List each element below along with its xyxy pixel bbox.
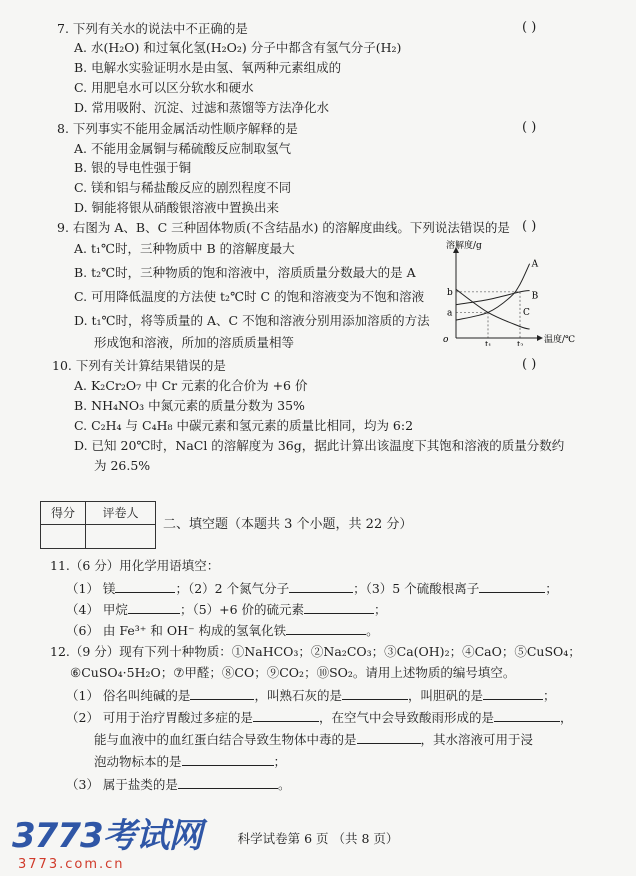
q11-blank-3[interactable]	[479, 579, 545, 593]
solubility-chart	[440, 238, 590, 346]
series-label-c: C	[523, 307, 530, 318]
q9-option-c: C. 可用降低温度的方法使 t₂℃时 C 的饱和溶液变为不饱和溶液	[74, 289, 425, 304]
q10-option-d-cont: 为 26.5%	[94, 458, 151, 473]
origin-label: o	[443, 335, 449, 345]
q7-option-a: A. 水(H₂O) 和过氧化氢(H₂O₂) 分子中都含有氢气分子(H₂)	[74, 40, 402, 55]
q8-option-d: D. 铜能将银从硝酸银溶液中置换出来	[74, 200, 280, 215]
q12-blank-5[interactable]	[494, 708, 560, 722]
score-header: 得分	[41, 502, 85, 525]
q12-blank-2[interactable]	[342, 686, 408, 700]
q12-stem: 12.（9 分）现有下列十种物质：①NaHCO₃；②Na₂CO₃；③Ca(OH)₂；④CaO；⑤CuSO₄；	[50, 644, 581, 659]
q12-blank-3[interactable]	[483, 686, 543, 700]
q10-option-a: A. K₂Cr₂O₇ 中 Cr 元素的化合价为 +6 价	[74, 378, 308, 393]
q12-line5: （3） 属于盐类的是 。	[66, 777, 291, 792]
q7-option-c: C. 用肥皂水可以区分软水和硬水	[74, 80, 254, 95]
q8-option-a: A. 不能用金属铜与稀硫酸反应制取氢气	[74, 141, 291, 156]
page-footer: 科学试卷第 6 页 （共 8 页）	[237, 831, 399, 846]
q9-stem: 9. 右图为 A、B、C 三种固体物质(不含结晶水) 的溶解度曲线。下列说法错误的是	[57, 220, 510, 235]
q10-stem: 10. 下列有关计算结果错误的是	[52, 358, 226, 373]
q7-option-d: D. 常用吸附、沉淀、过滤和蒸馏等方法净化水	[74, 100, 330, 115]
y-tick-a: a	[447, 308, 453, 319]
logo-url: 3773.com.cn	[18, 857, 125, 872]
q11-blank-2[interactable]	[289, 579, 353, 593]
q9-option-d-cont: 形成饱和溶液，所加的溶质质量相等	[94, 335, 295, 350]
q12-blank-4[interactable]	[253, 708, 319, 722]
x-tick-t1: t₁	[485, 340, 492, 346]
score-table	[40, 501, 156, 549]
q11-line1: （1） 镁 ；（2）2 个氮气分子 ；（3）5 个硫酸根离子 ；	[66, 581, 558, 596]
q7-stem: 7. 下列有关水的说法中不正确的是	[57, 21, 248, 36]
x-axis-label: 温度/℃	[544, 335, 576, 345]
q9-answer-paren[interactable]: ( )	[522, 219, 537, 234]
logo-text: 3773考试网	[12, 816, 202, 856]
q9-option-b: B. t₂℃时，三种物质的饱和溶液中，溶质质量分数最大的是 A	[74, 265, 416, 280]
q11-line3: （6） 由 Fe³⁺ 和 OH⁻ 构成的氢氧化铁 。	[66, 623, 379, 638]
q7-option-b: B. 电解水实验证明水是由氢、氧两种元素组成的	[74, 60, 342, 75]
q10-option-b: B. NH₄NO₃ 中氮元素的质量分数为 35%	[74, 398, 305, 413]
y-tick-b: b	[447, 287, 453, 298]
site-logo	[12, 808, 202, 872]
q11-blank-5[interactable]	[304, 600, 374, 614]
q8-option-b: B. 银的导电性强于铜	[74, 160, 192, 175]
q9-option-d: D. t₁℃时，将等质量的 A、C 不饱和溶液分别用添加溶质的方法	[74, 313, 430, 328]
q12-blank-1[interactable]	[190, 686, 254, 700]
q12-line2: （2） 可用于治疗胃酸过多症的是 ，在空气中会导致酸雨形成的是 ，	[66, 710, 573, 725]
q11-blank-1[interactable]	[115, 579, 175, 593]
q12-stem-cont: ⑥CuSO₄·5H₂O；⑦甲醛；⑧CO；⑨CO₂；⑩SO₂。请用上述物质的编号填空。	[70, 665, 516, 680]
q12-blank-7[interactable]	[182, 752, 274, 766]
q12-blank-8[interactable]	[178, 775, 278, 789]
curve-c	[456, 289, 530, 329]
q12-line4: 泡动物标本的是 ；	[94, 754, 287, 769]
q11-blank-6[interactable]	[286, 621, 366, 635]
q11-blank-4[interactable]	[128, 600, 180, 614]
q11-stem: 11.（6 分）用化学用语填空：	[50, 558, 220, 573]
q12-line3: 能与血液中的血红蛋白结合导致生物体中毒的是 ，其水溶液可用于浸	[94, 732, 534, 747]
q7-answer-paren[interactable]: ( )	[522, 20, 537, 35]
series-label-a: A	[531, 259, 539, 270]
series-label-b: B	[531, 291, 539, 302]
q8-option-c: C. 镁和铝与稀盐酸反应的剧烈程度不同	[74, 180, 292, 195]
q9-option-a: A. t₁℃时，三种物质中 B 的溶解度最大	[74, 241, 295, 256]
q10-answer-paren[interactable]: ( )	[522, 357, 537, 372]
y-axis-label: 溶解度/g	[446, 241, 482, 251]
q12-line1: （1） 俗名叫纯碱的是 ，叫熟石灰的是 ，叫胆矾的是 ；	[66, 688, 556, 703]
q10-option-c: C. C₂H₄ 与 C₄H₈ 中碳元素和氢元素的质量比相同，均为 6:2	[74, 418, 414, 433]
q8-answer-paren[interactable]: ( )	[522, 120, 537, 135]
section-2-title: 二、填空题（本题共 3 个小题，共 22 分）	[163, 517, 413, 532]
q8-stem: 8. 下列事实不能用金属活动性顺序解释的是	[57, 121, 298, 136]
q11-line2: （4） 甲烷 ；（5）+6 价的硫元素 ；	[66, 602, 387, 617]
grader-header: 评卷人	[86, 502, 155, 525]
q10-option-d: D. 已知 20℃时，NaCl 的溶解度为 36g，据此计算出该温度下其饱和溶液的质量分数约	[74, 438, 565, 453]
q12-blank-6[interactable]	[357, 730, 421, 744]
x-tick-t2: t₂	[517, 340, 524, 346]
